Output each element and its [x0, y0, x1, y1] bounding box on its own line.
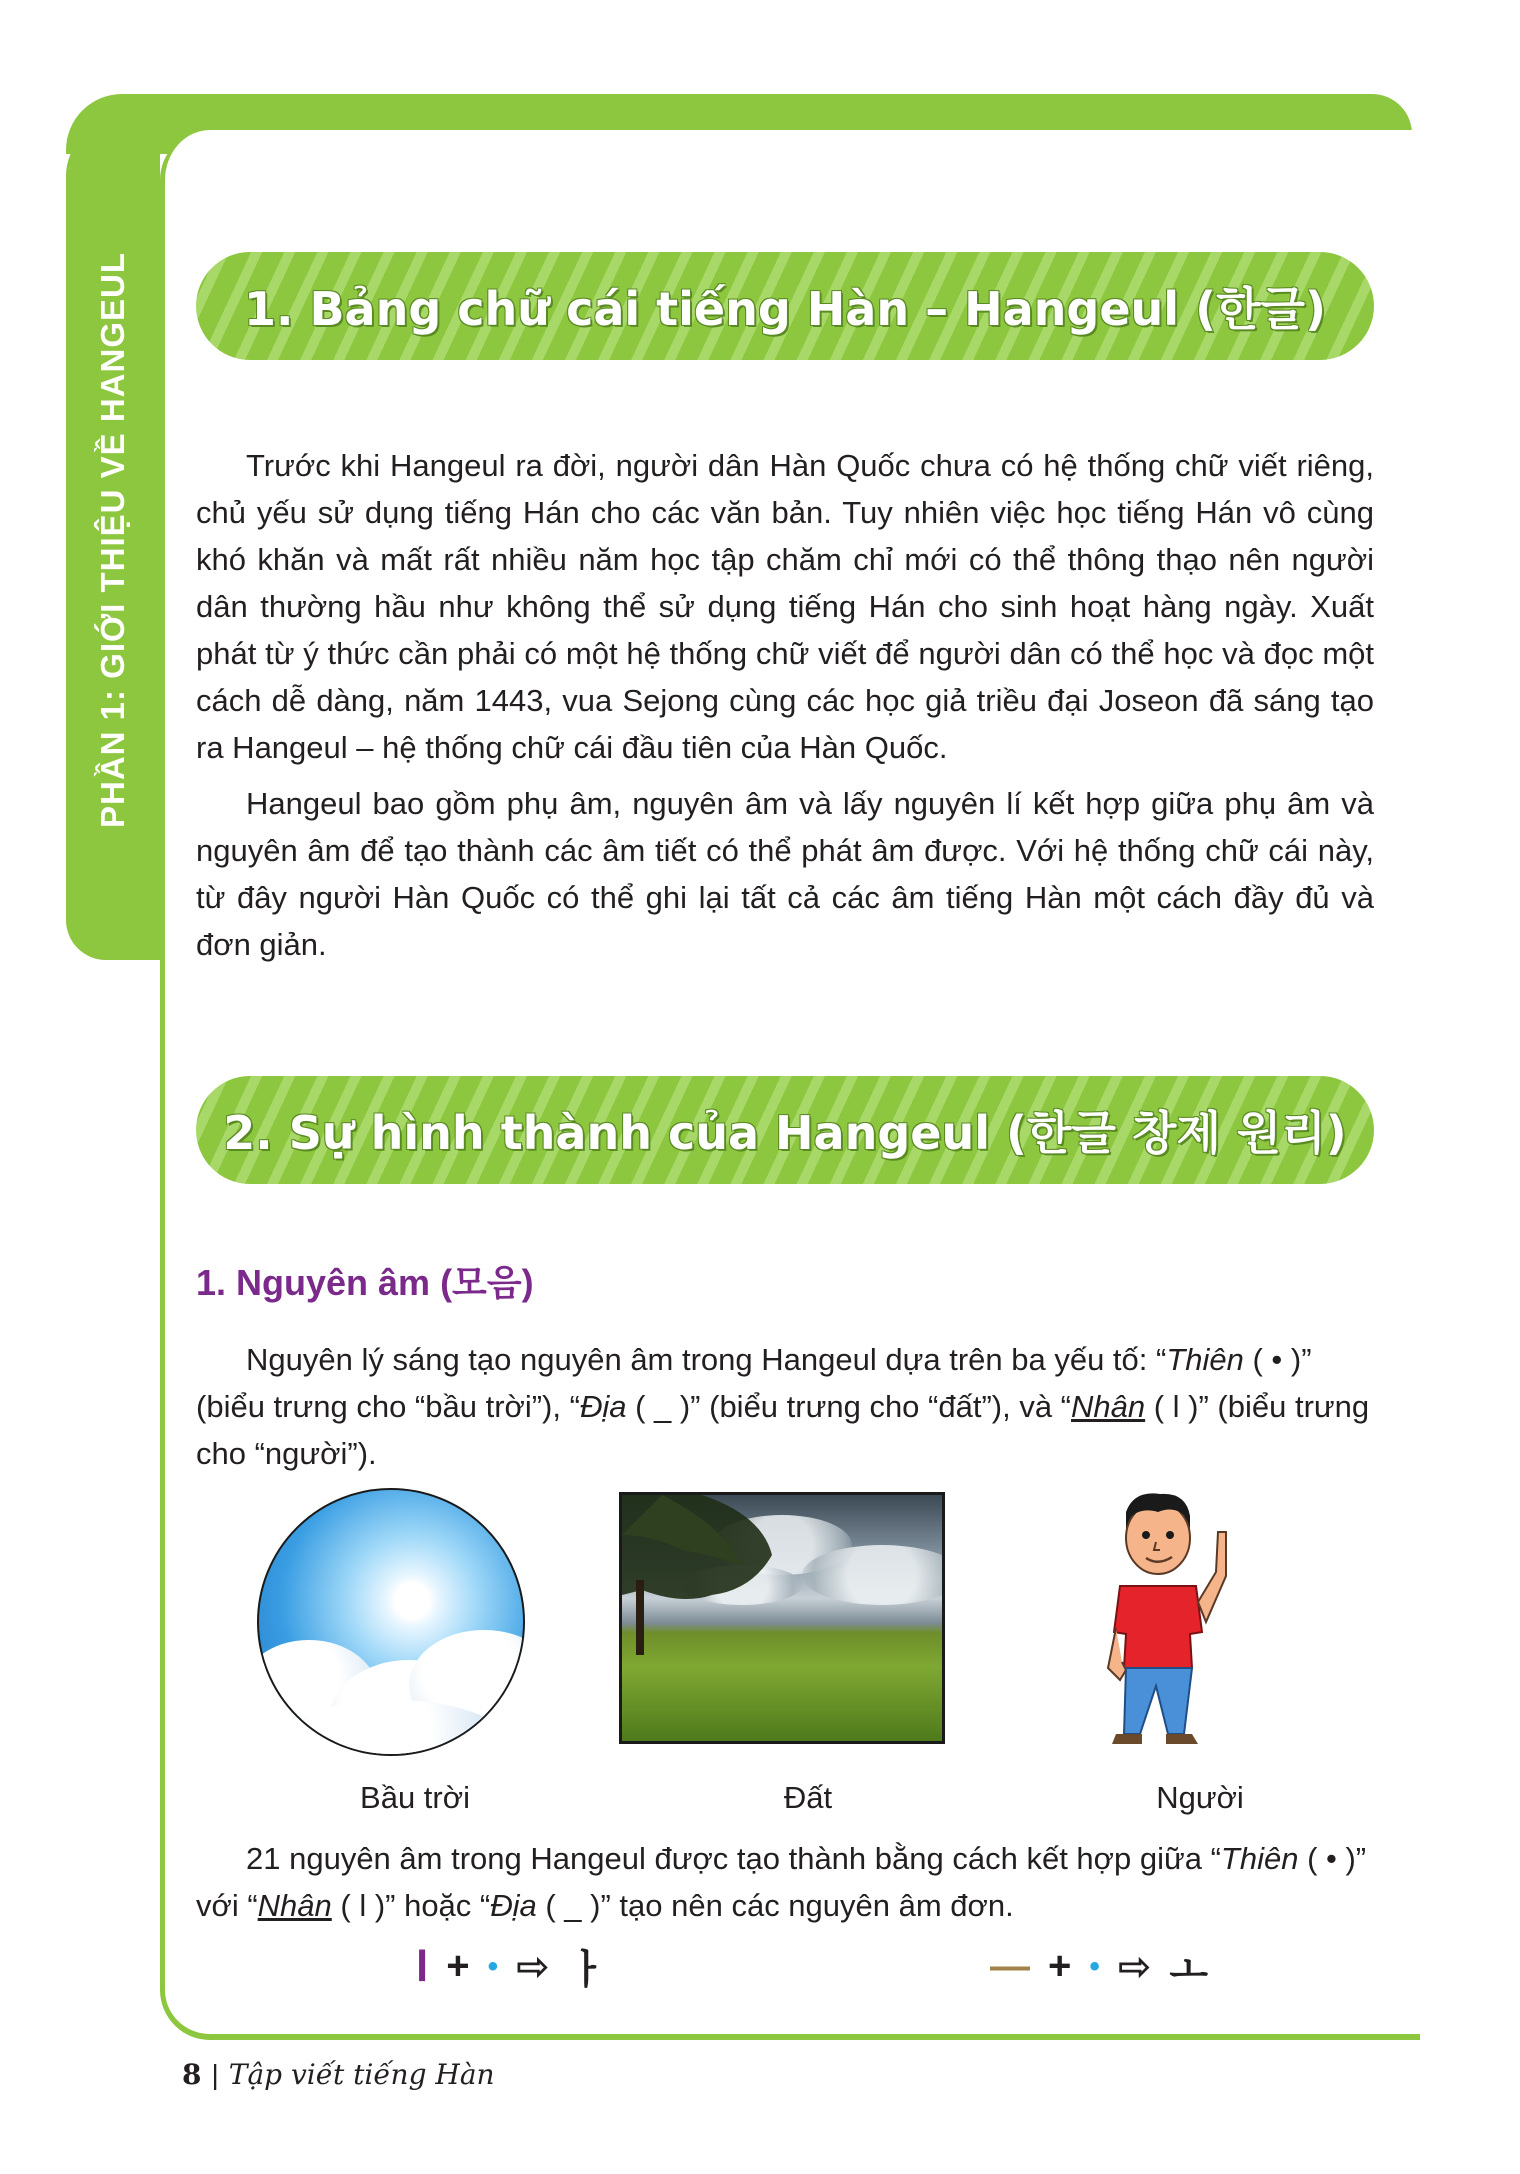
formula-o-stroke: —	[990, 1944, 1030, 1988]
section1-title: 1. Bảng chữ cái tiếng Hàn – Hangeul (한글)	[244, 282, 1326, 336]
formula-a-dot: •	[487, 1949, 499, 1983]
formula-a-arrow: ⇨	[516, 1944, 550, 1989]
term-thien: Thiên	[1166, 1342, 1244, 1377]
caption-land: Đất	[783, 1780, 833, 1815]
sidebar-chapter-label	[66, 120, 160, 960]
section2-title: 2. Sự hình thành của Hangeul (한글 창제 원리)	[223, 1106, 1347, 1160]
formula-o-result: ㅗ	[1169, 1947, 1209, 1993]
section1-banner	[196, 252, 1374, 360]
section1-paragraph-2: Hangeul bao gồm phụ âm, nguyên âm và lấy nguyên lí kết hợp giữa phụ âm và nguyên âm để tạo thành các âm tiết có thể phát âm được. Với hệ thống chữ cái này, từ đây người Hàn Quốc có thể ghi lại tất cả các âm tiếng Hàn một cách đầy đủ và đơn giản.	[196, 786, 1374, 962]
term-thien-2: Thiên	[1220, 1841, 1299, 1876]
vowel-formula-o	[990, 1938, 1208, 1995]
sky-image	[257, 1488, 525, 1756]
caption-person: Người	[1156, 1780, 1244, 1815]
caption-sky: Bầu trời	[360, 1780, 470, 1815]
book-title: Tập viết tiếng Hàn	[228, 2058, 495, 2091]
formula-o-arrow: ⇨	[1117, 1944, 1152, 1989]
term-dia: Địa	[579, 1389, 627, 1424]
vowel-principle-paragraph: Nguyên lý sáng tạo nguyên âm trong Hangeul dựa trên ba yếu tố: “Thiên ( • )” (biểu trưng cho “bầu trời”), “Địa ( _ )” (biểu trưng cho “đất”), và “Nhân ( l )” (biểu trưng cho “người”).	[196, 1342, 1370, 1471]
footer-separator: |	[211, 2058, 219, 2090]
formula-a-result: ㅏ	[567, 1947, 607, 1993]
page-footer	[182, 2058, 495, 2091]
formula-a-stroke: l	[416, 1941, 429, 1991]
section2-banner	[196, 1076, 1374, 1184]
vowel-subheading: 1. Nguyên âm (모음)	[196, 1262, 534, 1303]
vowel-formation-paragraph: 21 nguyên âm trong Hangeul được tạo thành bằng cách kết hợp giữa “Thiên ( • )” với “Nhân ( l )” hoặc “Địa ( _ )” tạo nên các nguyên âm đơn.	[196, 1841, 1367, 1923]
sidebar-chapter-text: PHẦN 1: GIỚI THIỆU VỀ HANGEUL	[94, 251, 131, 829]
land-image	[619, 1492, 945, 1744]
formula-o-dot: •	[1089, 1949, 1100, 1983]
term-dia-2: Địa	[490, 1888, 537, 1923]
person-illustration	[1094, 1490, 1254, 1752]
vowel-formula-a	[416, 1938, 606, 1995]
term-nhan: Nhân	[1071, 1389, 1146, 1424]
term-nhan-2: Nhân	[257, 1888, 332, 1923]
formula-a-plus: +	[446, 1944, 470, 1988]
section1-paragraph-1: Trước khi Hangeul ra đời, người dân Hàn Quốc chưa có hệ thống chữ viết riêng, chủ yếu sử dụng tiếng Hán cho các văn bản. Tuy nhiên việc học tiếng Hán vô cùng khó khăn và mất rất nhiều năm học tập chăm chỉ mới có thể thông thạo nên người dân thường hầu như không thể sử dụng tiếng Hán cho sinh hoạt hàng ngày. Xuất phát từ ý thức cần phải có một hệ thống chữ viết để người dân có thể học và đọc một cách dễ dàng, năm 1443, vua Sejong cùng các học giả triều đại Joseon đã sáng tạo ra Hangeul – hệ thống chữ cái đầu tiên của Hàn Quốc.	[196, 448, 1374, 765]
formula-o-plus: +	[1048, 1944, 1072, 1988]
page-number: 8	[182, 2058, 202, 2091]
